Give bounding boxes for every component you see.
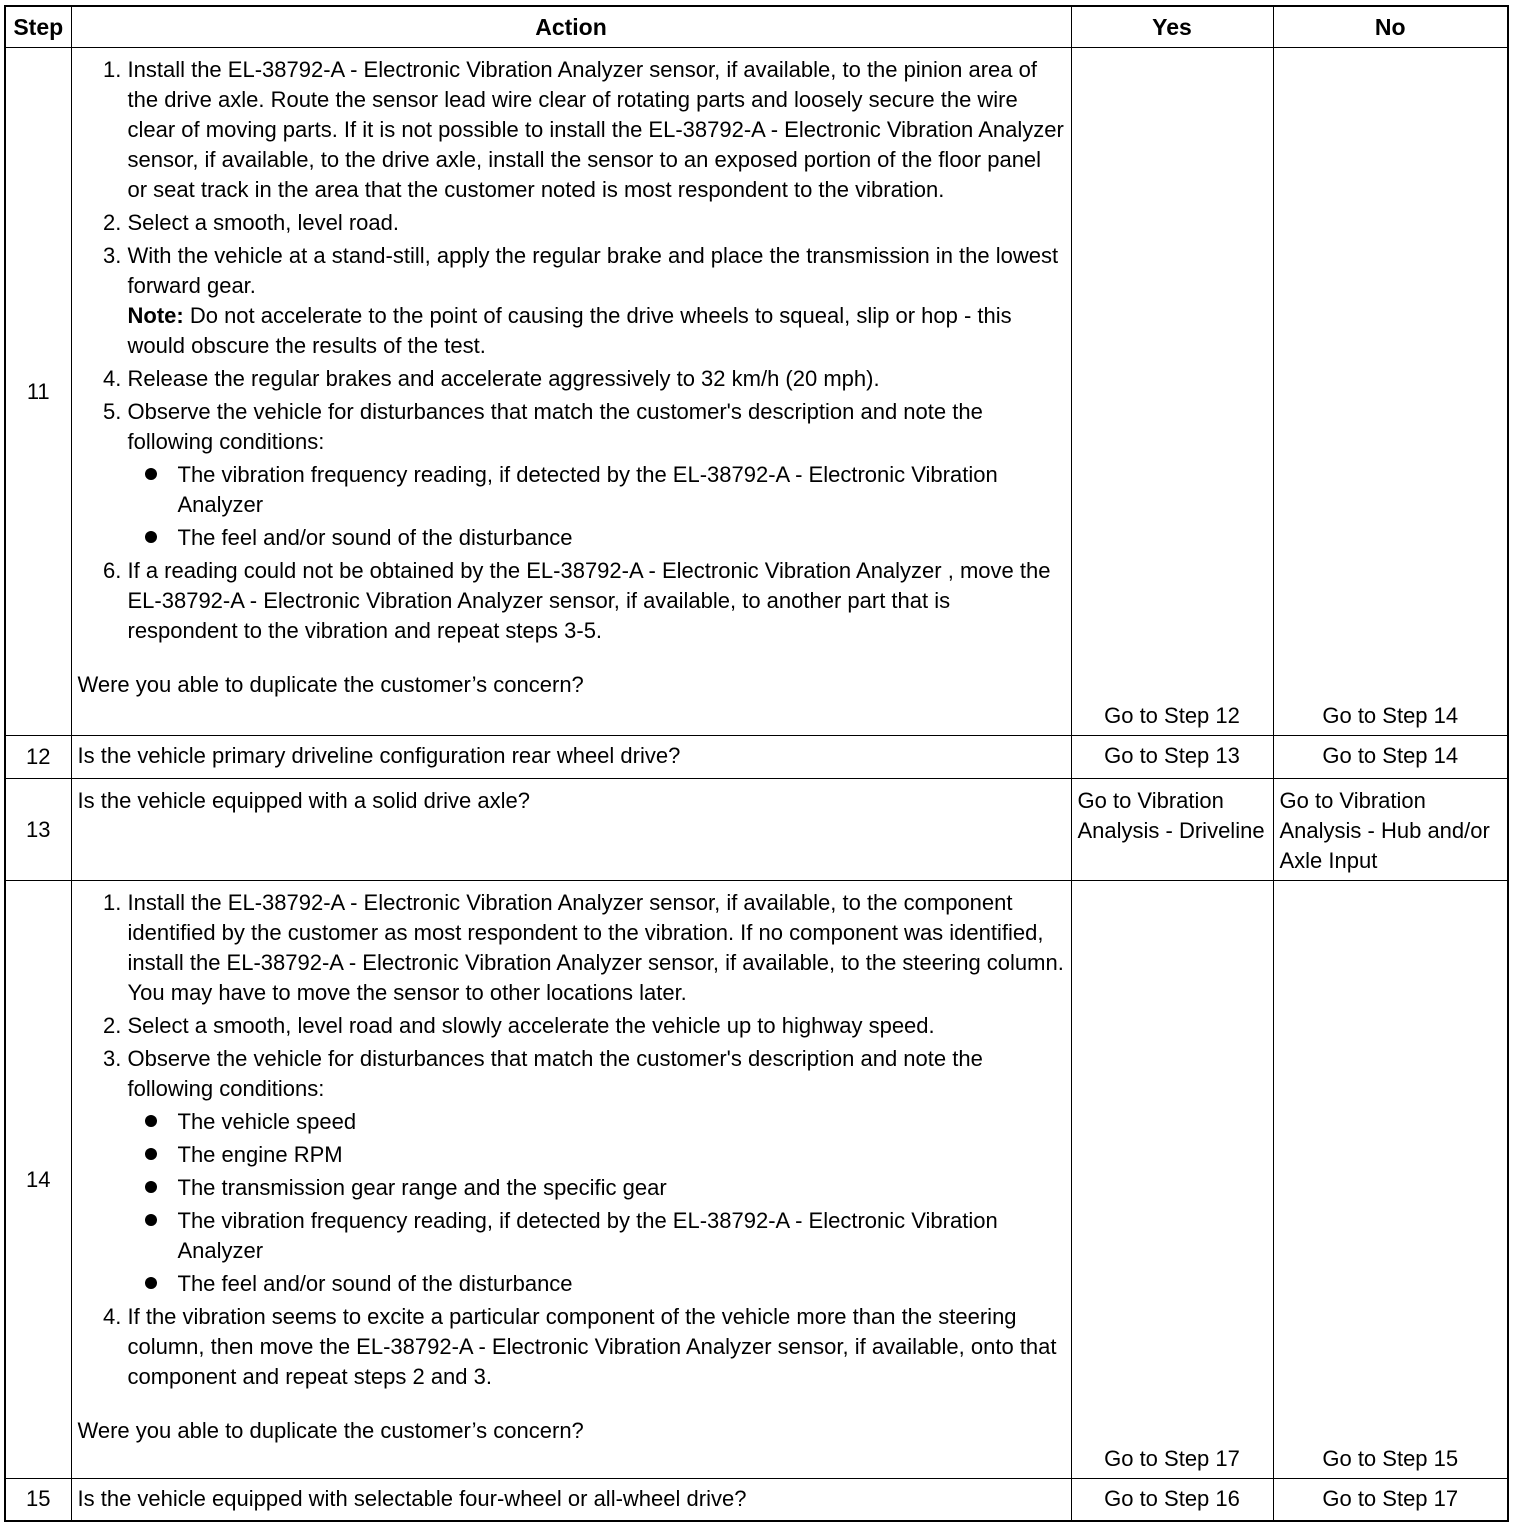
note-label: Note:: [127, 303, 184, 328]
table-row: [5, 736, 1508, 779]
question-text: Is the vehicle equipped with a solid drive axle?: [71, 779, 1071, 881]
no-result: Go to Step 17: [1273, 1479, 1508, 1521]
note-text: Do not accelerate to the point of causing the drive wheels to squeal, slip or hop - this would obscure the results of the test.: [127, 303, 1012, 358]
step-number: 13: [5, 779, 71, 881]
step-number: 12: [5, 736, 71, 779]
table-row: [5, 881, 1508, 1479]
condition-list: [128, 460, 1065, 553]
question-text: Is the vehicle primary driveline configuration rear wheel drive?: [71, 736, 1071, 779]
note: [128, 301, 1065, 361]
condition-item: The vibration frequency reading, if detected by the EL-38792-A - Electronic Vibration Analyzer: [178, 1206, 1065, 1266]
procedure-step: 2. Select a smooth, level road and slowly accelerate the vehicle up to highway speed.: [128, 1011, 1065, 1041]
question-text: Is the vehicle equipped with selectable four-wheel or all-wheel drive?: [71, 1479, 1071, 1521]
step-number: 11: [5, 48, 71, 736]
action-cell: [71, 881, 1071, 1479]
header-no: No: [1273, 6, 1508, 48]
procedure-step: [128, 241, 1065, 361]
no-result: Go to Vibration Analysis - Hub and/or Axle Input: [1273, 779, 1508, 881]
no-result: Go to Step 14: [1273, 48, 1508, 736]
yes-result: Go to Step 12: [1071, 48, 1273, 736]
procedure-list: [78, 55, 1065, 646]
procedure-step: [128, 1044, 1065, 1299]
yes-result: Go to Vibration Analysis - Driveline: [1071, 779, 1273, 881]
condition-item: The engine RPM: [178, 1140, 1065, 1170]
procedure-step: [128, 397, 1065, 553]
no-result: Go to Step 14: [1273, 736, 1508, 779]
procedure-step-text: Observe the vehicle for disturbances that match the customer's description and note the following conditions:: [127, 399, 983, 454]
procedure-step: 1. Install the EL-38792-A - Electronic Vibration Analyzer sensor, if available, to the pinion area of the drive axle. Route the sensor lead wire clear of rotating parts and loosely secure the wire clear of moving parts. If it is not possible to install the EL-38792-A - Electronic Vibration Analyzer sensor, if available, to the drive axle, install the sensor to an exposed portion of the floor panel or seat track in the area that the customer noted is most respondent to the vibration.: [128, 55, 1065, 205]
step-number: 14: [5, 881, 71, 1479]
diagnostic-table: [4, 5, 1509, 1522]
procedure-step-text: With the vehicle at a stand-still, apply the regular brake and place the transmission in the lowest forward gear.: [127, 243, 1059, 298]
step-number: 15: [5, 1479, 71, 1521]
procedure-step: 4. If the vibration seems to excite a particular component of the vehicle more than the steering column, then move the EL-38792-A - Electronic Vibration Analyzer sensor, if available, onto that component and repeat steps 2 and 3.: [128, 1302, 1065, 1392]
procedure-step-text: Observe the vehicle for disturbances that match the customer's description and note the following conditions:: [127, 1046, 983, 1101]
yes-result: Go to Step 17: [1071, 881, 1273, 1479]
table-row: [5, 1479, 1508, 1521]
table-row: [5, 779, 1508, 881]
question-text: Were you able to duplicate the customer’s concern?: [77, 672, 584, 697]
header-action: Action: [71, 6, 1071, 48]
procedure-step: 4. Release the regular brakes and accelerate aggressively to 32 km/h (20 mph).: [128, 364, 1065, 394]
table-row: [5, 48, 1508, 736]
header-row: [5, 6, 1508, 48]
procedure-step: 1. Install the EL-38792-A - Electronic Vibration Analyzer sensor, if available, to the component identified by the customer as most respondent to the vibration. If no component was identified, install the EL-38792-A - Electronic Vibration Analyzer sensor, if available, to the steering column. You may have to move the sensor to other locations later.: [128, 888, 1065, 1008]
procedure-step: 6. If a reading could not be obtained by the EL-38792-A - Electronic Vibration Analyzer , move the EL-38792-A - Electronic Vibration Analyzer sensor, if available, to another part that is respondent to the vibration and repeat steps 3-5.: [128, 556, 1065, 646]
question-text: Were you able to duplicate the customer’s concern?: [77, 1418, 584, 1443]
procedure-list: [78, 888, 1065, 1392]
condition-item: The vehicle speed: [178, 1107, 1065, 1137]
condition-item: The feel and/or sound of the disturbance: [178, 1269, 1065, 1299]
header-step: Step: [5, 6, 71, 48]
no-result: Go to Step 15: [1273, 881, 1508, 1479]
yes-result: Go to Step 13: [1071, 736, 1273, 779]
condition-list: [128, 1107, 1065, 1299]
procedure-step: 2. Select a smooth, level road.: [128, 208, 1065, 238]
condition-item: The transmission gear range and the specific gear: [178, 1173, 1065, 1203]
yes-result: Go to Step 16: [1071, 1479, 1273, 1521]
action-cell: [71, 48, 1071, 736]
header-yes: Yes: [1071, 6, 1273, 48]
condition-item: The vibration frequency reading, if detected by the EL-38792-A - Electronic Vibration Analyzer: [178, 460, 1065, 520]
condition-item: The feel and/or sound of the disturbance: [178, 523, 1065, 553]
